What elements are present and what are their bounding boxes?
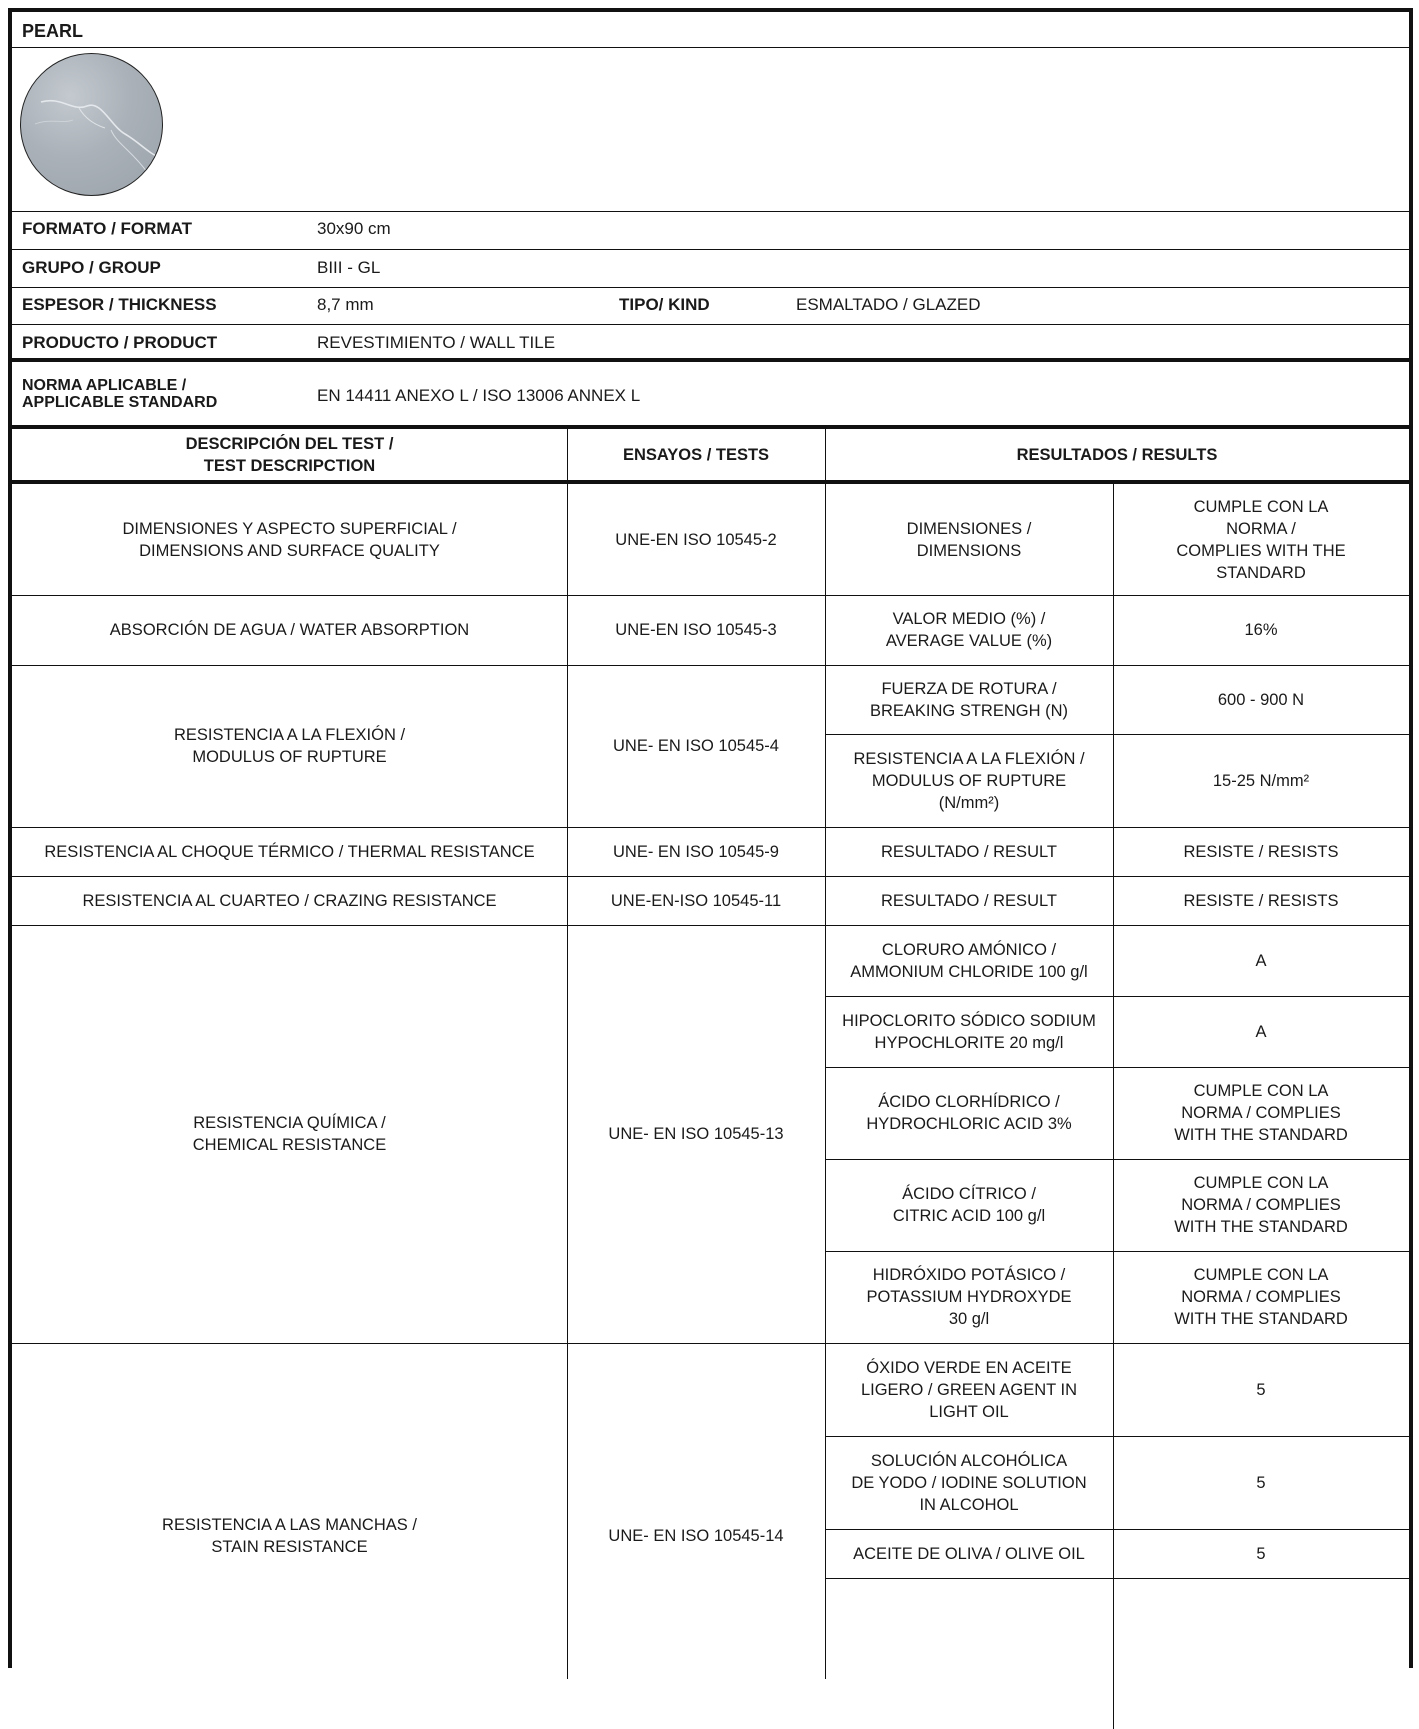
test-results-table: [12, 429, 1409, 1679]
test-standard: UNE-EN-ISO 10545-11: [610, 891, 782, 910]
result-parameter: RESULTADO / RESULT: [880, 891, 1058, 910]
test-standard: UNE-EN ISO 10545-2: [615, 530, 777, 549]
kind-value: ESMALTADO / GLAZED: [796, 295, 981, 314]
result-parameter: HIDRÓXIDO POTÁSICO / POTASSIUM HYDROXYDE 30 g/l: [866, 1266, 1072, 1328]
result-parameter: DIMENSIONES / DIMENSIONS: [906, 519, 1032, 560]
result-parameter: CLORURO AMÓNICO / AMMONIUM CHLORIDE 100 g/l: [850, 940, 1088, 981]
kind-label: TIPO/ KIND: [619, 295, 710, 314]
result-value: 15-25 N/mm²: [1212, 771, 1310, 790]
result-value: A: [1255, 1022, 1267, 1041]
result-parameter: HIPOCLORITO SÓDICO SODIUM HYPOCHLORITE 20 mg/l: [842, 1011, 1096, 1052]
standard-value: EN 14411 ANEXO L / ISO 13006 ANNEX L: [317, 386, 641, 405]
result-parameter: RESULTADO / RESULT: [880, 842, 1058, 861]
product-label: PRODUCTO / PRODUCT: [22, 333, 218, 352]
test-standard: UNE- EN ISO 10545-9: [613, 842, 779, 861]
header-description: DESCRIPCIÓN DEL TEST / TEST DESCRIPCTION: [185, 434, 394, 475]
result-value: CUMPLE CON LA NORMA / COMPLIES WITH THE STANDARD: [1174, 1266, 1348, 1328]
result-value: 5: [1256, 1380, 1266, 1399]
thickness-label: ESPESOR / THICKNESS: [22, 295, 217, 314]
test-description: RESISTENCIA A LA FLEXIÓN / MODULUS OF RUPTURE: [173, 726, 406, 766]
result-value: 5: [1256, 1473, 1266, 1492]
test-standard: UNE- EN ISO 10545-4: [613, 737, 779, 755]
result-parameter: ÁCIDO CLORHÍDRICO / HYDROCHLORIC ACID 3%: [866, 1093, 1072, 1133]
test-description: RESISTENCIA AL CUARTEO / CRAZING RESISTANCE: [82, 891, 497, 910]
test-description: RESISTENCIA AL CHOQUE TÉRMICO / THERMAL RESISTANCE: [44, 842, 535, 861]
result-value: CUMPLE CON LA NORMA / COMPLIES WITH THE STANDARD: [1174, 1082, 1348, 1144]
format-label: FORMATO / FORMAT: [22, 219, 192, 238]
group-value: BIII - GL: [317, 258, 381, 277]
test-standard: UNE-EN ISO 10545-3: [615, 621, 777, 639]
result-parameter: RESISTENCIA A LA FLEXIÓN / MODULUS OF RUPTURE (N/mm²): [853, 749, 1085, 812]
test-description: DIMENSIONES Y ASPECTO SUPERFICIAL / DIMENSIONS AND SURFACE QUALITY: [122, 519, 457, 560]
result-value: A: [1255, 951, 1267, 970]
product-title: PEARL: [22, 21, 84, 41]
format-value: 30x90 cm: [317, 219, 391, 238]
result-value: 5: [1256, 1544, 1266, 1563]
header-tests: ENSAYOS / TESTS: [622, 445, 770, 464]
marble-veins: [21, 54, 163, 196]
test-description: ABSORCIÓN DE AGUA / WATER ABSORPTION: [109, 621, 470, 639]
result-value: 600 - 900 N: [1217, 690, 1305, 709]
result-parameter: FUERZA DE ROTURA / BREAKING STRENGH (N): [869, 679, 1069, 720]
result-value: RESISTE / RESISTS: [1183, 842, 1339, 861]
result-parameter: VALOR MEDIO (%) / AVERAGE VALUE (%): [885, 610, 1053, 650]
result-value: RESISTE / RESISTS: [1183, 891, 1339, 910]
test-description: RESISTENCIA QUÍMICA / CHEMICAL RESISTANCE: [192, 1114, 387, 1154]
result-parameter: ACEITE DE OLIVA / OLIVE OIL: [853, 1544, 1085, 1563]
product-value: REVESTIMIENTO / WALL TILE: [317, 333, 556, 352]
result-value: 16%: [1244, 621, 1278, 639]
standard-label: NORMA APLICABLE / APPLICABLE STANDARD: [22, 377, 218, 411]
result-parameter: SOLUCIÓN ALCOHÓLICA DE YODO / IODINE SOLUTION IN ALCOHOL: [851, 1451, 1087, 1514]
test-description: RESISTENCIA A LAS MANCHAS / STAIN RESISTANCE: [162, 1516, 417, 1556]
thickness-value: 8,7 mm: [317, 295, 374, 314]
test-standard: UNE- EN ISO 10545-14: [608, 1527, 784, 1545]
result-parameter: ÓXIDO VERDE EN ACEITE LIGERO / GREEN AGENT IN LIGHT OIL: [860, 1358, 1078, 1421]
tile-swatch-image: [20, 53, 163, 196]
header-results: RESULTADOS / RESULTS: [1016, 445, 1218, 464]
group-label: GRUPO / GROUP: [22, 258, 161, 277]
test-standard: UNE- EN ISO 10545-13: [608, 1125, 784, 1143]
result-parameter: ÁCIDO CÍTRICO / CITRIC ACID 100 g/l: [892, 1185, 1046, 1225]
result-value: CUMPLE CON LA NORMA / COMPLIES WITH THE STANDARD: [1176, 497, 1346, 582]
spec-sheet: [8, 8, 1413, 1668]
result-value: CUMPLE CON LA NORMA / COMPLIES WITH THE STANDARD: [1174, 1174, 1348, 1236]
